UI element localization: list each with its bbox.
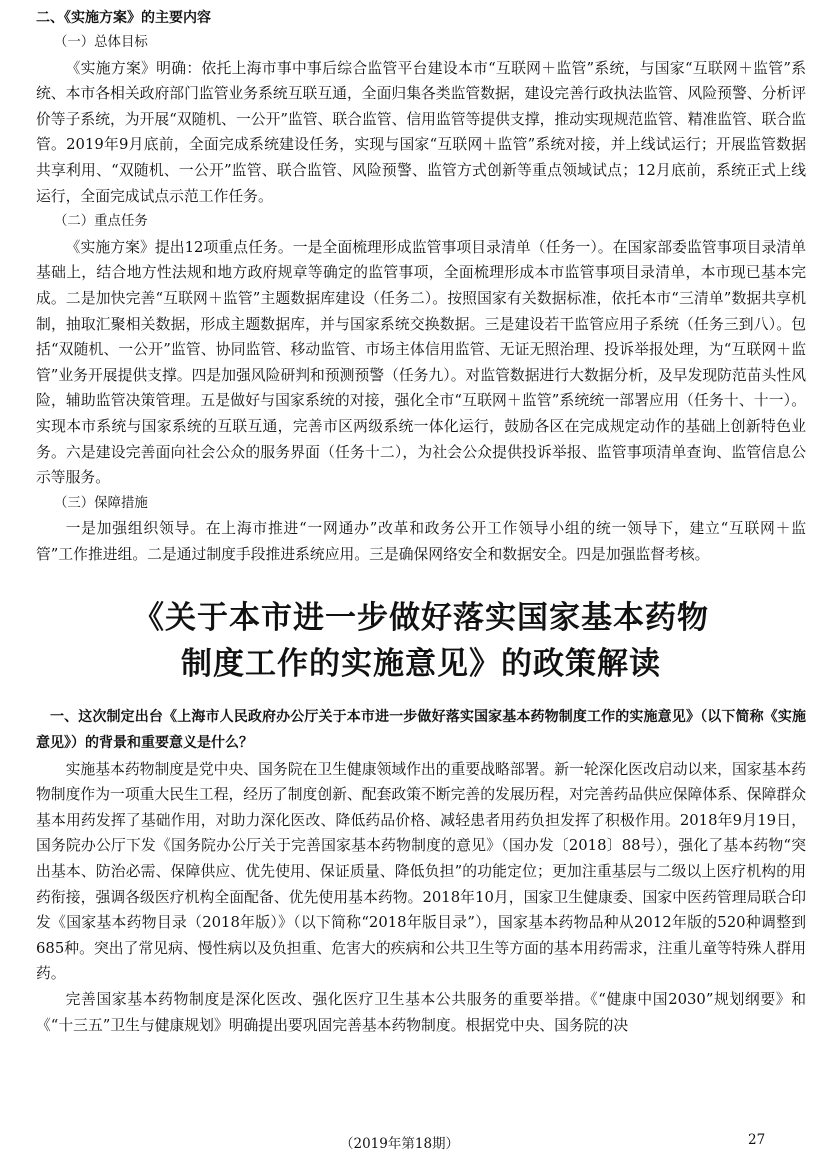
paragraph-overall-goals: 《实施方案》明确：依托上海市事中事后综合监管平台建设本市“互联网＋监管”系统，与国家“互联网＋监管”系统、本市各相关政府部门监管业务系统互联互通，全面归集各类监管数据，建设完善行政执法监管、风险预警、分析评价等子系统，为开展“双随机、一公开”监管、联合监管、信用监管等提供支撑，推动实现规范监管、精准监管、联合监管。2019年9月底前，全面完成系统建设任务，实现与国家“互联网＋监管”系统对接，并上线试运行；开展监管数据共享利用、“双随机、一公开”监管、联合监管、风险预警、监管方式创新等重点领域试点；12月底前，系统正式上线运行，全面完成试点示范工作任务。: [36, 59, 806, 205]
subheading-safeguards: （三）保障措施: [54, 495, 148, 511]
subheading-key-tasks: （二）重点任务: [54, 214, 148, 230]
article-title: [36, 595, 806, 687]
paragraph-background: 实施基本药物制度是党中央、国务院在卫生健康领域作出的重要战略部署。新一轮深化医改启动以来，国家基本药物制度作为一项重大民生工程，经历了制度创新、配套政策不断完善的发展历程，对完善药品供应保障体系、保障群众基本用药发挥了基础作用，对助力深化医改、降低药品价格、减轻患者用药负担发挥了积极作用。2018年9月19日，国务院办公厅下发《国务院办公厅关于完善国家基本药物制度的意见》（国办发〔2018〕88号），强化了基本药物“突出基本、防治必需、保障供应、优先使用、保证质量、降低负担”的功能定位；更加注重基层与二级以上医疗机构的用药衔接，强调各级医疗机构全面配备、优先使用基本药物。2018年10月，国家卫生健康委、国家中医药管理局联合印发《国家基本药物目录（2018年版）》（以下简称“2018年版目录”），国家基本药物品种从2012年版的520种调整到685种。突出了常见病、慢性病以及负担重、危害大的疾病和公共卫生等方面的基本用药需求，注重儿童等特殊人群用药。: [36, 760, 806, 983]
issue-label: （2019年第18期）: [340, 1136, 460, 1152]
paragraph-significance: 完善国家基本药物制度是深化医改、强化医疗卫生基本公共服务的重要举措。《“健康中国2030”规划纲要》和《“十三五”卫生与健康规划》明确提出要巩固完善基本药物制度。根据党中央、国务院的决: [36, 991, 806, 1034]
question-heading: 一、这次制定出台《上海市人民政府办公厅关于本市进一步做好落实国家基本药物制度工作的实施意见》（以下简称《实施意见》）的背景和重要意义是什么？: [36, 709, 806, 752]
paragraph-safeguards: 一是加强组织领导。在上海市推进“一网通办”改革和政务公开工作领导小组的统一领导下，建立“互联网＋监管”工作推进组。二是通过制度手段推进系统应用。三是确保网络安全和数据安全。四是加强监督考核。: [36, 520, 806, 563]
page-number: 27: [748, 1132, 766, 1148]
paragraph-key-tasks: 《实施方案》提出12项重点任务。一是全面梳理形成监管事项目录清单（任务一）。在国家部委监管事项目录清单基础上，结合地方性法规和地方政府规章等确定的监管事项，全面梳理形成本市监管事项目录清单，本市现已基本完成。二是加快完善“互联网＋监管”主题数据库建设（任务二）。按照国家有关数据标准，依托本市“三清单”数据共享机制，抽取汇聚相关数据，形成主题数据库，并与国家系统交换数据。三是建设若干监管应用子系统（任务三到八）。包括“双随机、一公开”监管、协同监管、移动监管、市场主体信用监管、无证无照治理、投诉举报处理，为“互联网＋监管”业务开展提供支撑。四是加强风险研判和预测预警（任务九）。对监管数据进行大数据分析，及早发现防范苗头性风险，辅助监管决策管理。五是做好与国家系统的对接，强化全市“互联网＋监管”系统统一部署应用（任务十、十一）。实现本市系统与国家系统的互联互通，完善市区两级系统一体化运行，鼓励各区在完成规定动作的基础上创新特色业务。六是建设完善面向社会公众的服务界面（任务十二），为社会公众提供投诉举报、监管事项清单查询、监管信息公示等服务。: [36, 238, 806, 487]
article-title-line-2: 制度工作的实施意见》的政策解读: [181, 646, 661, 683]
subheading-overall-goals: （一）总体目标: [54, 35, 148, 50]
document-page: [36, 6, 806, 1038]
article-title-line-1: 《关于本市进一步做好落实国家基本药物: [133, 600, 709, 637]
section-heading: 二、《实施方案》的主要内容: [36, 10, 211, 26]
